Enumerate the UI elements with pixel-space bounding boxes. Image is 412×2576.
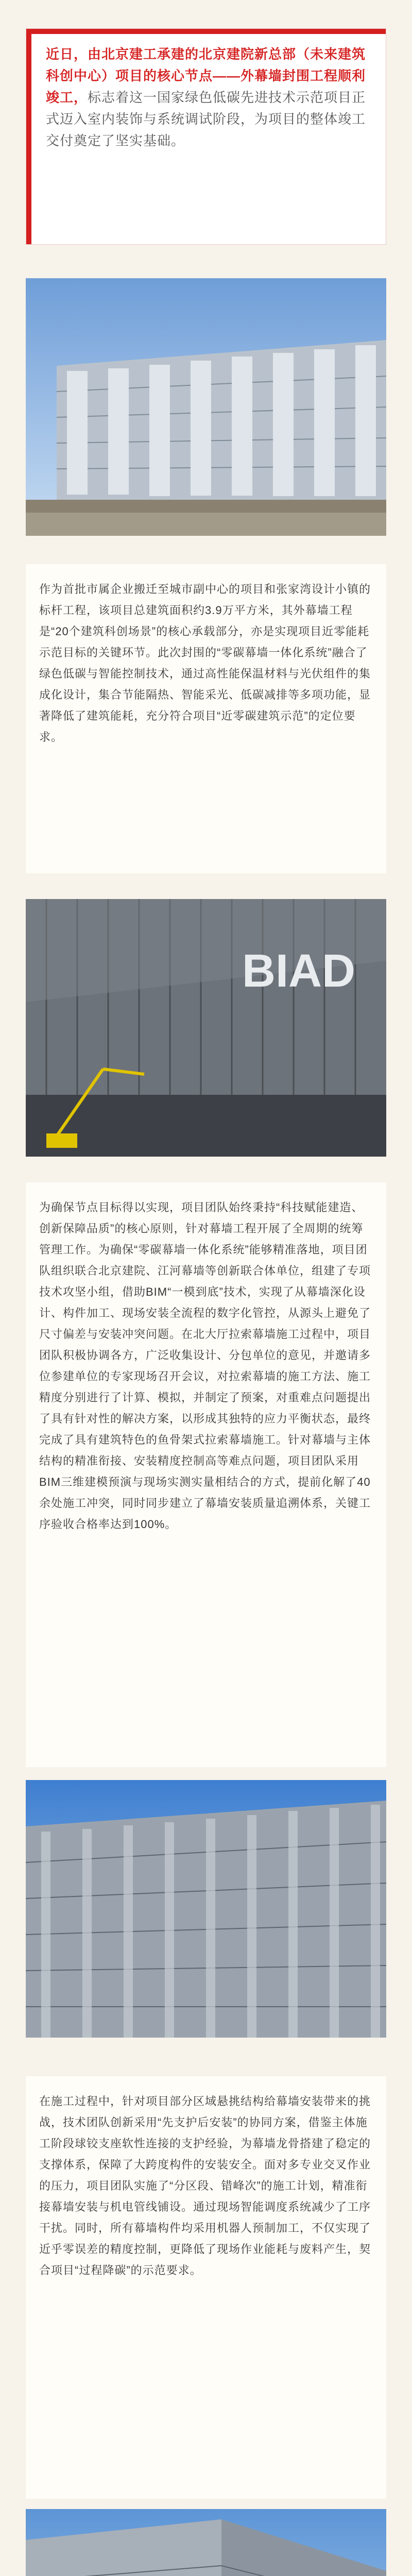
intro-rest: 标志着这一国家绿色低碳先进技术示范项目正式迈入室内装饰与系统调试阶段，为项目的整体竣工交付奠定了坚实基础。 — [46, 90, 366, 148]
intro-side-accent — [26, 29, 31, 244]
building-exterior-photo — [26, 278, 386, 536]
building-corner-photo — [26, 2509, 386, 2576]
section-2-text: 为确保节点目标得以实现，项目团队始终秉持“科技赋能建造、创新保障品质”的核心原则，针对幕墙工程开展了全周期的统筹管理工作。为确保“零碳幕墙一体化系统”能够精准落地，项目团队组织联合北京建院、江河幕墙等创新联合体单位，组建了专项技术攻坚小组，借助BIM“一模到底”技术，实现了从幕墙深化设计、构件加工、现场安装全流程的数字化管控，从源头上避免了尺寸偏差与安装冲突问题。在北大厅拉索幕墙施工过程中，项目团队积极协调各方，广泛收集设计、分包单位的意见，并邀请多位参建单位的专家现场召开会议，对拉索幕墙的施工方法、施工精度分别进行了计算、模拟，并制定了预案，对重难点问题提出了具有针对性的解决方案，以形成其独特的应力平衡状态，最终完成了具有建筑特色的鱼骨架式拉索幕墙施工。针对幕墙与主体结构的精准衔接、安装精度控制高等难点问题，项目团队采用BIM三维建模预演与现场实测实量相结合的方式，提前化解了40余处施工冲突，同时同步建立了幕墙安装质量追溯体系，关键工序验收合格率达到100%。 — [39, 1201, 371, 1531]
section-3 — [26, 2076, 386, 2499]
intro-lead: 近日，由北京建工承建的北京建院新总部（未来建筑科创中心）项目的核心节点——外幕墙封围工程顺利竣工， — [46, 46, 366, 105]
section-3-text: 在施工过程中，针对项目部分区域悬挑结构给幕墙安装带来的挑战，技术团队创新采用“先支护后安装”的协同方案，借鉴主体施工阶段球铰支座软性连接的支护经验，为幕墙龙骨搭建了稳定的支撑体系，保障了大跨度构件的安装安全。面对多专业交叉作业的压力，项目团队实施了“分区段、错峰次”的施工计划，精准衔接幕墙安装与机电管线铺设。通过现场智能调度系统减少了工序干扰。同时，所有幕墙构件均采用机器人预制加工，不仅实现了近乎零误差的精度控制，更降低了现场作业能耗与废料产生，契合项目“过程降碳”的示范要求。 — [39, 2095, 371, 2277]
curtain-wall-side-photo — [26, 1780, 386, 2038]
intro-card — [26, 28, 386, 245]
biad-sign: BIAD — [242, 945, 355, 997]
curtain-wall-biad-photo — [26, 899, 386, 1157]
section-2 — [26, 1182, 386, 1767]
section-1 — [26, 564, 386, 873]
intro-top-accent — [26, 29, 386, 34]
section-1-text: 作为首批市属企业搬迁至城市副中心的项目和张家湾设计小镇的标杆工程，该项目总建筑面积约3.9万平方米，其外幕墙工程是“20个建筑科创场景”的核心承载部分，亦是实现项目近零能耗示范目标的关键环节。此次封围的“零碳幕墙一体化系统”融合了绿色低碳与智能控制技术，通过高性能保温材料与光伏组件的集成化设计，集合节能隔热、智能采光、低碳减排等多项功能，显著降低了建筑能耗，充分符合项目“近零碳建筑示范”的定位要求。 — [39, 583, 371, 743]
intro-text — [46, 43, 371, 151]
